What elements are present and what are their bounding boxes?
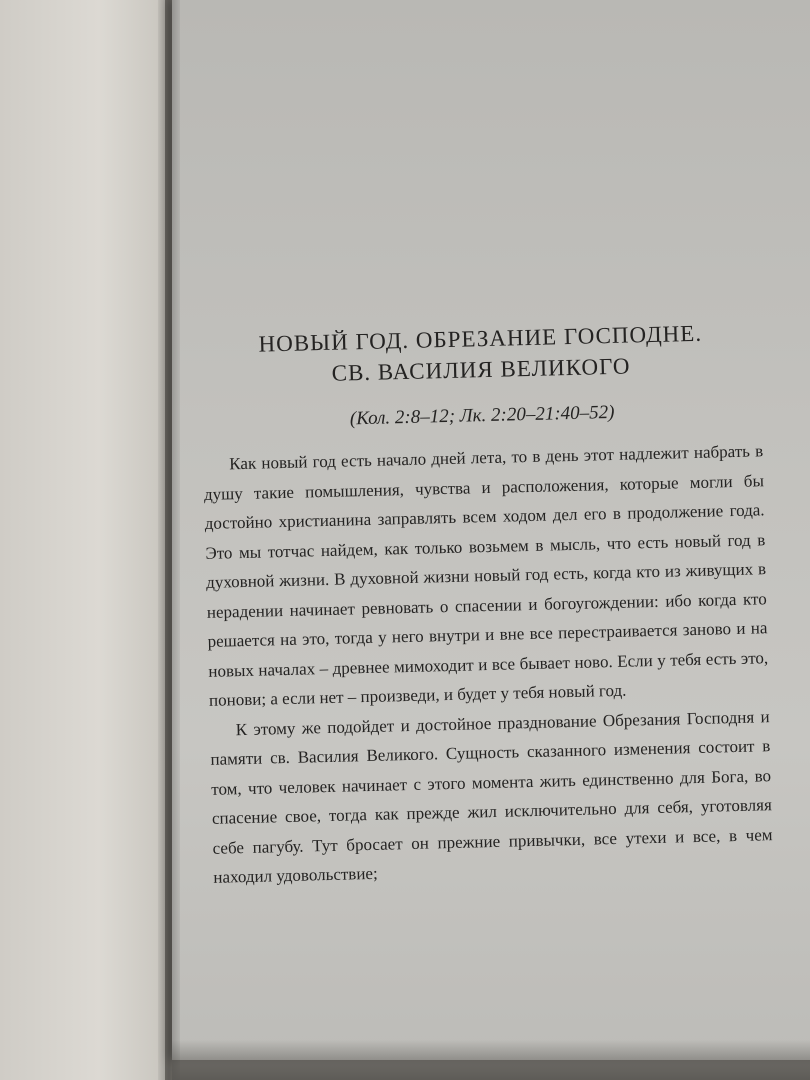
page-bottom-shadow [172,1040,810,1080]
chapter-title-line-1: НОВЫЙ ГОД. ОБРЕЗАНИЕ ГОСПОДНЕ. [258,320,703,357]
left-page [0,0,165,1080]
page-content [200,316,774,892]
chapter-title [200,316,761,392]
book-gutter [158,0,180,1080]
body-paragraph-1: Как новый год есть начало дней лета, то в день этот надлежит набрать в душу такие помышления, чувства и расположения, которые могли бы достойно христианина заправлять всем ходом дел его в продолжение года. Это мы тотчас найдем, как только возьмем в мысль, что есть новый год в духовной жизни. В духовной жизни новый год есть, когда кто из живущих в нерадении начинает ревновать о спасении и богоугождении: ибо когда кто решается на это, тогда у него внутри и вне все перестраивается заново и на новых началах – древнее мимоходит и все бывает ново. Если у тебя есть это, понови; а если нет – произведи, и будет у тебя новый год. [203,441,769,710]
scripture-reference: (Кол. 2:8–12; Лк. 2:20–21:40–52) [349,401,615,430]
chapter-title-line-2: СВ. ВАСИЛИЯ ВЕЛИКОГО [331,353,631,386]
body-paragraph-2: К этому же подойдет и достойное празднование Обрезания Господня и памяти св. Василия Великого. Сущность сказанного изменения состоит в том, что человек начинает с этого момента жить единственно для Бога, во спасение свое, тогда как прежде жил исключительно для себя, уготовляя себе пагубу. Тут бросает он прежние привычки, все утехи и все, в чем находил удовольствие; [210,706,773,887]
